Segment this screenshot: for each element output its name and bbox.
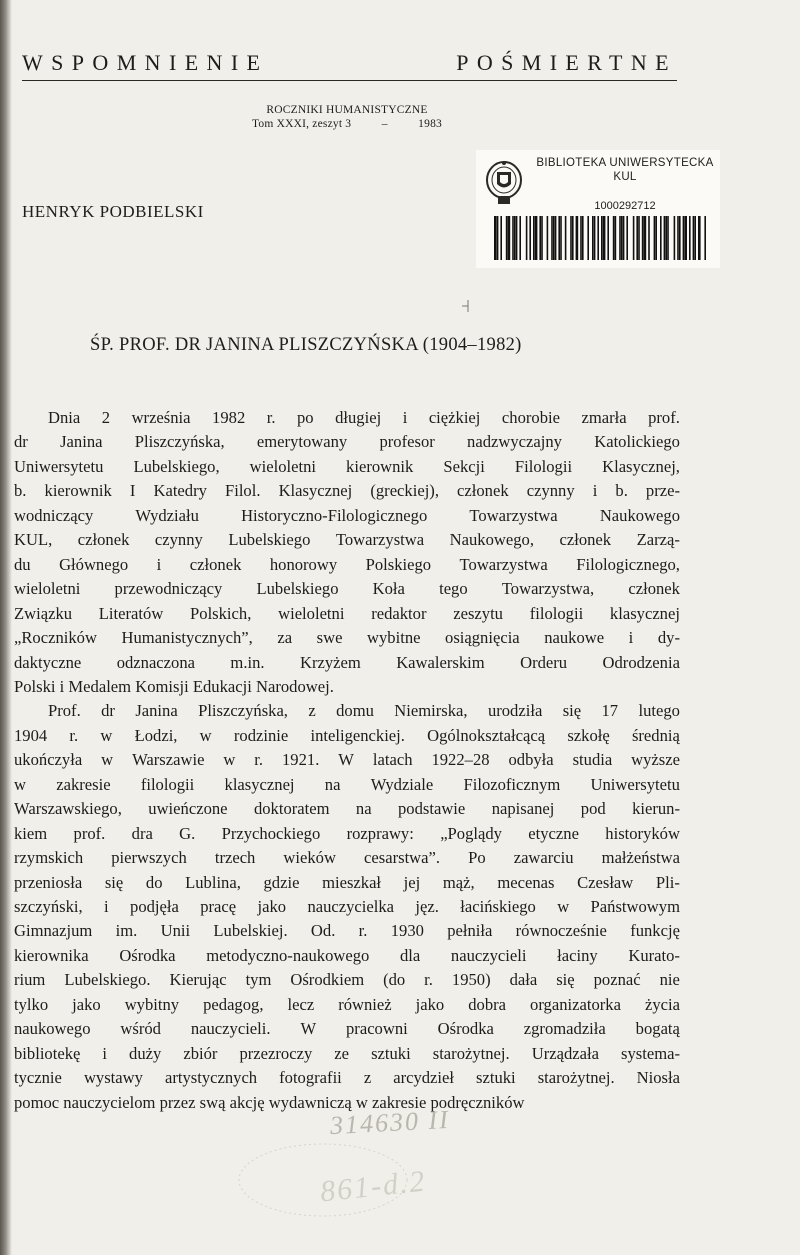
body-line: dr Janina Pliszczyńska, emerytowany profesor nadzwyczajny Katolickiego — [14, 432, 680, 451]
body-line: daktyczne odznaczona m.in. Krzyżem Kawalerskim Orderu Odrodzenia — [14, 653, 680, 672]
section-title-word: WSPOMNIENIE — [22, 50, 269, 75]
body-line: Warszawskiego, uwieńczone doktoratem na podstawie napisanej pod kierun- — [14, 799, 680, 818]
body-line: du Głównego i członek honorowy Polskiego Towarzystwa Filologicznego, — [14, 555, 680, 574]
body-line: Polski i Medalem Komisji Edukacji Narodowej. — [14, 677, 334, 696]
journal-issue-line — [252, 117, 442, 131]
library-stamp — [476, 150, 720, 268]
university-seal-icon — [484, 158, 524, 208]
body-line: b. kierownik I Katedry Filol. Klasycznej (greckiej), członek czynny i b. prze- — [14, 481, 680, 500]
article-title: ŚP. PROF. DR JANINA PLISZCZYŃSKA (1904–1982) — [90, 335, 522, 355]
author-name: HENRYK PODBIELSKI — [22, 202, 204, 221]
handwritten-note-2: 861-d.2 — [318, 1164, 428, 1209]
body-line: kierownika Ośrodka metodyczno-naukowego dla nauczycieli łaciny Kurato- — [14, 946, 680, 965]
body-line: Uniwersytetu Lubelskiego, wieloletni kierownik Sekcji Filologii Klasycznej, — [14, 457, 680, 476]
body-line: 1904 r. w Łodzi, w rodzinie inteligenckiej. Ogólnokształcącą szkołę średnią — [14, 726, 680, 745]
body-line: kiem prof. dra G. Przychockiego rozprawy: „Poglądy etyczne historyków — [14, 824, 680, 843]
body-line: przeniosła się do Lublina, gdzie mieszkał jej mąż, mecenas Czesław Pli- — [14, 873, 680, 892]
section-title — [22, 50, 677, 76]
library-name-line1: BIBLIOTEKA UNIWERSYTECKA — [536, 157, 714, 169]
journal-name: ROCZNIKI HUMANISTYCZNE — [266, 104, 428, 116]
section-title-word: POŚMIERTNE — [456, 50, 677, 75]
barcode-icon — [492, 216, 710, 260]
body-line: Prof. dr Janina Pliszczyńska, z domu Niemirska, urodziła się 17 lutego — [48, 701, 680, 720]
margin-mark-icon — [462, 300, 470, 312]
barcode-number: 1000292712 — [594, 200, 656, 212]
body-line: rium Lubelskiego. Kierując tym Ośrodkiem (do r. 1950) dała się poznać nie — [14, 970, 680, 989]
journal-info — [252, 103, 442, 131]
body-line: rzymskich pierwszych trzech wieków cesarstwa”. Po zawarciu małżeństwa — [14, 848, 680, 867]
body-line: pomoc nauczycielom przez swą akcję wydawniczą w zakresie podręczników — [14, 1093, 525, 1112]
library-name — [532, 156, 718, 184]
journal-volume: Tom XXXI, zeszyt 3 — [252, 118, 352, 130]
body-line: wodniczący Wydziału Historyczno-Filologicznego Towarzystwa Naukowego — [14, 506, 680, 525]
body-line: wieloletni przewodniczący Lubelskiego Koła tego Towarzystwa, członek — [14, 579, 680, 598]
body-line: „Roczników Humanistycznych”, za swe wybitne osiągnięcia naukowe i dy- — [14, 628, 680, 647]
journal-year: 1983 — [418, 118, 442, 130]
body-line: Związku Literatów Polskich, wieloletni redaktor zeszytu filologii klasycznej — [14, 604, 680, 623]
body-line: Gimnazjum im. Unii Lubelskiej. Od. r. 1930 pełniła równocześnie funkcję — [14, 921, 680, 940]
handwritten-note-1: 314630 II — [329, 1104, 451, 1141]
body-line: w zakresie filologii klasycznej na Wydziale Filozoficznym Uniwersytetu — [14, 775, 680, 794]
body-line: Dnia 2 września 1982 r. po długiej i ciężkiej chorobie zmarła prof. — [48, 408, 680, 427]
library-name-line2: KUL — [613, 171, 637, 183]
body-line: tylko jako wybitny pedagog, lecz również jako dobra organizatorka życia — [14, 995, 680, 1014]
journal-dash: – — [381, 118, 388, 130]
body-line: bibliotekę i duży zbiór przezroczy ze sztuki starożytnej. Urządzała systema- — [14, 1044, 680, 1063]
body-line: ukończyła w Warszawie w r. 1921. W latach 1922–28 odbyła studia wyższe — [14, 750, 680, 769]
body-line: szczyński, i podjęła pracę jako nauczycielka jęz. łacińskiego w Państwowym — [14, 897, 680, 916]
page-binding-shadow — [0, 0, 12, 1255]
body-line: tycznie wystawy artystycznych fotografii z arcydzieł sztuki starożytnej. Niosła — [14, 1068, 680, 1087]
body-line: naukowego wśród nauczycieli. W pracowni Ośrodka zgromadziła bogatą — [14, 1019, 680, 1038]
header-rule — [22, 80, 677, 81]
body-line: KUL, członek czynny Lubelskiego Towarzystwa Naukowego, członek Zarzą- — [14, 530, 680, 549]
